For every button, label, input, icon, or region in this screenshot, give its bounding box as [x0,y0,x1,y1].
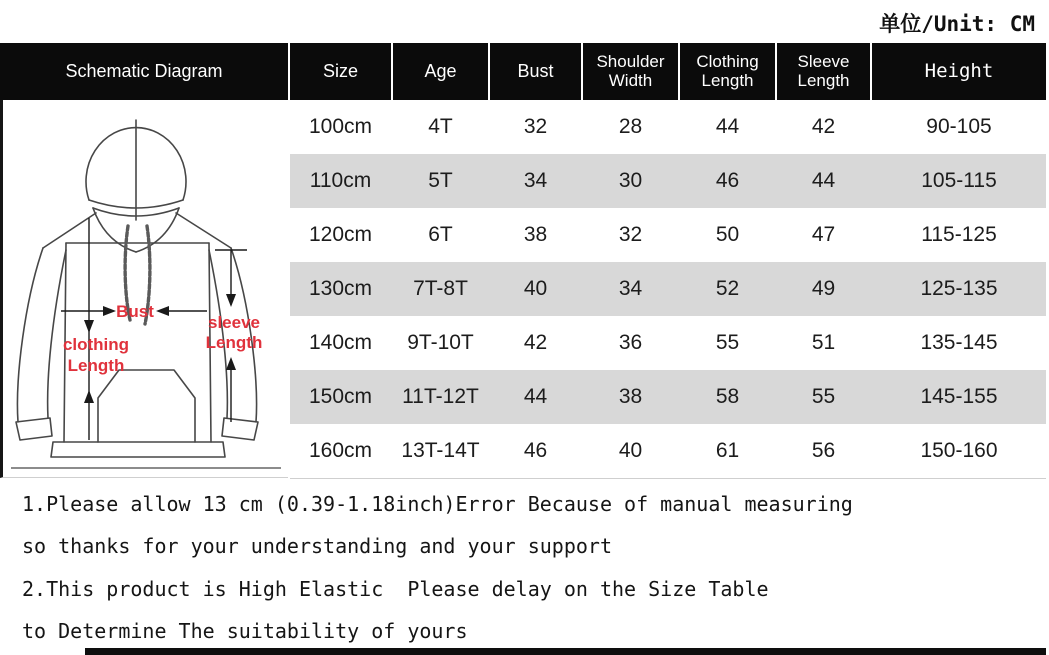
header-age: Age [393,43,488,100]
table-row [290,370,1046,424]
sleeve-length-cell: 56 [811,439,836,462]
table-row [290,154,1046,208]
size-table-header [0,43,1046,100]
header-height: Height [872,43,1046,100]
bottom-bar [85,648,1046,655]
clothing-length-cell: 52 [715,277,740,300]
clothing-length-cell: 50 [715,223,740,246]
size-cell: 160cm [308,439,373,462]
bust-cell: 34 [523,169,548,192]
sleeve-length-cell: 51 [811,331,836,354]
shoulder-width-cell: 38 [618,385,643,408]
header-sleeve-length: Sleeve Length [777,43,870,100]
clothing-length-cell: 61 [715,439,740,462]
hoodie-outline [11,120,281,468]
bust-cell: 42 [523,331,548,354]
table-row [290,424,1046,478]
age-cell: 13T-14T [401,439,480,462]
size-cell: 130cm [308,277,373,300]
size-cell: 100cm [308,115,373,138]
age-cell: 11T-12T [402,385,479,408]
header-size: Size [290,43,391,100]
table-row [290,316,1046,370]
age-cell: 4T [428,115,453,138]
sleeve-length-cell: 42 [811,115,836,138]
size-table-body [290,100,1046,479]
shoulder-width-cell: 32 [618,223,643,246]
schematic-diagram-panel [0,100,288,478]
height-cell: 105-115 [921,169,997,192]
bust-cell: 32 [523,115,548,138]
bust-cell: 46 [523,439,548,462]
bust-label: Bust [116,302,154,321]
note-line-2: so thanks for your understanding and your support [22,534,613,558]
sleeve-length-cell: 47 [811,223,836,246]
sleeve-length-cell: 44 [811,169,836,192]
size-cell: 120cm [308,223,373,246]
age-cell: 5T [428,169,453,192]
bust-cell: 40 [523,277,548,300]
sleeve-length-cell: 55 [811,385,836,408]
table-row [290,100,1046,154]
shoulder-width-cell: 40 [618,439,643,462]
height-cell: 145-155 [920,385,998,408]
note-line-4: to Determine The suitability of yours [22,619,468,643]
header-bust: Bust [490,43,581,100]
size-cell: 110cm [309,169,372,192]
clothing-length-label-line1: clothing [62,335,130,354]
sleeve-length-cell: 49 [811,277,836,300]
sleeve-length-label-line1: sleeve [208,313,260,332]
size-cell: 150cm [308,385,373,408]
shoulder-width-cell: 30 [618,169,643,192]
age-cell: 6T [428,223,453,246]
bust-cell: 38 [523,223,548,246]
clothing-length-dimension [84,218,94,440]
size-cell: 140cm [308,331,373,354]
clothing-length-cell: 44 [715,115,740,138]
clothing-length-cell: 58 [715,385,740,408]
table-row [290,262,1046,316]
hoodie-schematic [3,100,288,477]
height-cell: 115-125 [921,223,997,246]
bust-cell: 44 [523,385,548,408]
height-cell: 125-135 [920,277,998,300]
sleeve-length-label-line2: Length [205,333,263,352]
clothing-length-cell: 46 [715,169,740,192]
header-schematic-diagram: Schematic Diagram [0,43,288,100]
table-row [290,208,1046,262]
shoulder-width-cell: 28 [618,115,643,138]
height-cell: 90-105 [926,115,992,138]
note-line-3: 2.This product is High Elastic Please delay on the Size Table [22,577,769,601]
header-clothing-length: Clothing Length [680,43,775,100]
height-cell: 150-160 [920,439,998,462]
clothing-length-label-line2: Length [67,356,125,375]
age-cell: 7T-8T [413,277,468,300]
unit-label: 单位/Unit: CM [879,12,1035,36]
clothing-length-cell: 55 [715,331,740,354]
shoulder-width-cell: 34 [618,277,643,300]
age-cell: 9T-10T [407,331,474,354]
header-shoulder-width: Shoulder Width [583,43,678,100]
note-line-1: 1.Please allow 13 cm (0.39-1.18inch)Error Because of manual measuring [22,492,853,516]
height-cell: 135-145 [920,331,998,354]
shoulder-width-cell: 36 [618,331,643,354]
